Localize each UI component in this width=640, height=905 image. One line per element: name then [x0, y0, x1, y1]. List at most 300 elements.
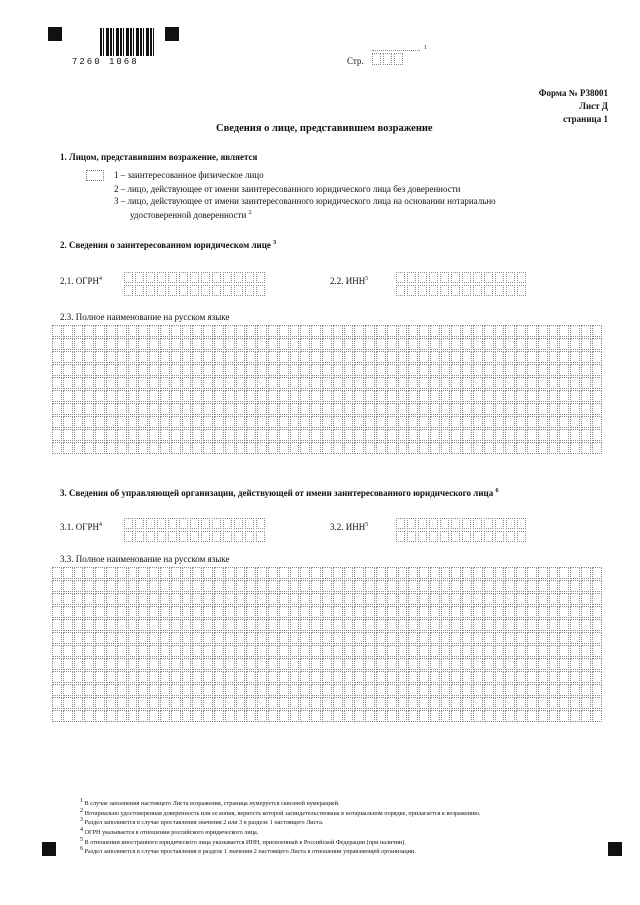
input-cell[interactable] [268, 632, 278, 644]
input-cell[interactable] [63, 710, 73, 722]
input-cell[interactable] [441, 593, 451, 605]
input-cell[interactable] [451, 684, 461, 696]
input-cell[interactable] [549, 710, 559, 722]
input-cell[interactable] [214, 325, 224, 337]
input-cell[interactable] [517, 518, 526, 529]
input-cell[interactable] [106, 580, 116, 592]
input-cell[interactable] [592, 606, 602, 618]
input-cell[interactable] [246, 338, 256, 350]
input-cell[interactable] [527, 442, 537, 454]
input-cell[interactable] [462, 272, 471, 283]
input-cell[interactable] [441, 442, 451, 454]
input-cell[interactable] [473, 697, 483, 709]
input-cell[interactable] [527, 619, 537, 631]
input-cell[interactable] [84, 580, 94, 592]
input-cell[interactable] [192, 429, 202, 441]
input-cell[interactable] [95, 658, 105, 670]
input-cell[interactable] [451, 403, 461, 415]
input-cell[interactable] [192, 593, 202, 605]
input-cell[interactable] [592, 403, 602, 415]
input-cell[interactable] [527, 364, 537, 376]
input-cell[interactable] [376, 671, 386, 683]
input-cell[interactable] [192, 403, 202, 415]
input-cell[interactable] [344, 567, 354, 579]
input-cell[interactable] [592, 351, 602, 363]
input-cell[interactable] [149, 325, 159, 337]
input-cell[interactable] [74, 606, 84, 618]
input-cell[interactable] [203, 710, 213, 722]
input-cell[interactable] [225, 338, 235, 350]
input-cell[interactable] [149, 684, 159, 696]
inn-input-2[interactable] [396, 272, 526, 296]
input-cell[interactable] [74, 697, 84, 709]
input-cell[interactable] [311, 684, 321, 696]
input-cell[interactable] [171, 632, 181, 644]
input-cell[interactable] [441, 351, 451, 363]
input-cell[interactable] [214, 390, 224, 402]
input-cell[interactable] [407, 531, 416, 542]
input-cell[interactable] [527, 351, 537, 363]
input-cell[interactable] [462, 518, 471, 529]
input-cell[interactable] [473, 518, 482, 529]
input-cell[interactable] [192, 606, 202, 618]
input-cell[interactable] [192, 442, 202, 454]
input-cell[interactable] [538, 697, 548, 709]
input-cell[interactable] [182, 390, 192, 402]
input-cell[interactable] [203, 416, 213, 428]
input-cell[interactable] [495, 684, 505, 696]
input-cell[interactable] [592, 416, 602, 428]
input-cell[interactable] [354, 325, 364, 337]
input-cell[interactable] [322, 593, 332, 605]
input-cell[interactable] [527, 338, 537, 350]
input-cell[interactable] [559, 684, 569, 696]
input-cell[interactable] [63, 606, 73, 618]
input-cell[interactable] [52, 325, 62, 337]
input-cell[interactable] [484, 285, 493, 296]
input-cell[interactable] [74, 429, 84, 441]
input-cell[interactable] [473, 377, 483, 389]
input-cell[interactable] [516, 416, 526, 428]
input-cell[interactable] [84, 338, 94, 350]
input-cell[interactable] [430, 403, 440, 415]
input-cell[interactable] [106, 377, 116, 389]
input-cell[interactable] [74, 580, 84, 592]
input-cell[interactable] [527, 325, 537, 337]
input-cell[interactable] [214, 377, 224, 389]
input-cell[interactable] [581, 697, 591, 709]
input-cell[interactable] [63, 390, 73, 402]
input-cell[interactable] [376, 390, 386, 402]
input-cell[interactable] [106, 671, 116, 683]
input-cell[interactable] [407, 518, 416, 529]
input-cell[interactable] [117, 390, 127, 402]
input-cell[interactable] [171, 671, 181, 683]
input-cell[interactable] [95, 671, 105, 683]
input-cell[interactable] [124, 531, 133, 542]
input-cell[interactable] [225, 364, 235, 376]
input-cell[interactable] [538, 567, 548, 579]
input-cell[interactable] [311, 658, 321, 670]
input-cell[interactable] [245, 285, 254, 296]
input-cell[interactable] [387, 390, 397, 402]
input-cell[interactable] [160, 684, 170, 696]
input-cell[interactable] [495, 619, 505, 631]
input-cell[interactable] [246, 580, 256, 592]
input-cell[interactable] [128, 403, 138, 415]
input-cell[interactable] [160, 416, 170, 428]
input-cell[interactable] [592, 325, 602, 337]
input-cell[interactable] [236, 338, 246, 350]
input-cell[interactable] [236, 351, 246, 363]
input-cell[interactable] [484, 531, 493, 542]
input-cell[interactable] [95, 619, 105, 631]
input-cell[interactable] [451, 325, 461, 337]
input-cell[interactable] [300, 671, 310, 683]
input-cell[interactable] [279, 606, 289, 618]
input-cell[interactable] [117, 697, 127, 709]
input-cell[interactable] [407, 272, 416, 283]
input-cell[interactable] [171, 697, 181, 709]
input-cell[interactable] [505, 619, 515, 631]
input-cell[interactable] [440, 518, 449, 529]
input-cell[interactable] [592, 338, 602, 350]
input-cell[interactable] [506, 272, 515, 283]
input-cell[interactable] [462, 429, 472, 441]
input-cell[interactable] [538, 580, 548, 592]
input-cell[interactable] [495, 338, 505, 350]
input-cell[interactable] [225, 325, 235, 337]
input-cell[interactable] [214, 338, 224, 350]
input-cell[interactable] [354, 593, 364, 605]
input-cell[interactable] [430, 351, 440, 363]
input-cell[interactable] [549, 567, 559, 579]
input-cell[interactable] [214, 606, 224, 618]
input-cell[interactable] [290, 619, 300, 631]
input-cell[interactable] [451, 416, 461, 428]
input-cell[interactable] [214, 697, 224, 709]
input-cell[interactable] [128, 632, 138, 644]
input-cell[interactable] [484, 671, 494, 683]
input-cell[interactable] [517, 285, 526, 296]
input-cell[interactable] [63, 403, 73, 415]
input-cell[interactable] [279, 377, 289, 389]
input-cell[interactable] [505, 325, 515, 337]
input-cell[interactable] [451, 710, 461, 722]
input-cell[interactable] [516, 632, 526, 644]
input-cell[interactable] [52, 658, 62, 670]
input-cell[interactable] [63, 684, 73, 696]
input-cell[interactable] [257, 390, 267, 402]
input-cell[interactable] [419, 632, 429, 644]
input-cell[interactable] [279, 390, 289, 402]
input-cell[interactable] [592, 377, 602, 389]
input-cell[interactable] [419, 580, 429, 592]
input-cell[interactable] [344, 632, 354, 644]
input-cell[interactable] [505, 697, 515, 709]
input-cell[interactable] [63, 619, 73, 631]
input-cell[interactable] [354, 338, 364, 350]
input-cell[interactable] [549, 325, 559, 337]
input-cell[interactable] [538, 593, 548, 605]
input-cell[interactable] [192, 645, 202, 657]
input-cell[interactable] [516, 697, 526, 709]
input-cell[interactable] [179, 518, 188, 529]
input-cell[interactable] [505, 442, 515, 454]
input-cell[interactable] [441, 403, 451, 415]
input-cell[interactable] [182, 416, 192, 428]
input-cell[interactable] [117, 429, 127, 441]
input-cell[interactable] [592, 671, 602, 683]
input-cell[interactable] [290, 429, 300, 441]
input-cell[interactable] [505, 429, 515, 441]
input-cell[interactable] [581, 351, 591, 363]
input-cell[interactable] [592, 390, 602, 402]
input-cell[interactable] [256, 285, 265, 296]
input-cell[interactable] [592, 658, 602, 670]
input-cell[interactable] [128, 671, 138, 683]
input-cell[interactable] [516, 658, 526, 670]
input-cell[interactable] [322, 684, 332, 696]
input-cell[interactable] [203, 619, 213, 631]
input-cell[interactable] [517, 272, 526, 283]
input-cell[interactable] [52, 351, 62, 363]
input-cell[interactable] [160, 429, 170, 441]
input-cell[interactable] [168, 518, 177, 529]
input-cell[interactable] [106, 403, 116, 415]
input-cell[interactable] [570, 645, 580, 657]
input-cell[interactable] [157, 531, 166, 542]
input-cell[interactable] [223, 285, 232, 296]
input-cell[interactable] [52, 710, 62, 722]
input-cell[interactable] [149, 364, 159, 376]
input-cell[interactable] [63, 351, 73, 363]
input-cell[interactable] [333, 364, 343, 376]
input-cell[interactable] [354, 390, 364, 402]
input-cell[interactable] [52, 390, 62, 402]
input-cell[interactable] [149, 377, 159, 389]
input-cell[interactable] [311, 416, 321, 428]
input-cell[interactable] [257, 364, 267, 376]
input-cell[interactable] [214, 351, 224, 363]
input-cell[interactable] [74, 684, 84, 696]
input-cell[interactable] [322, 429, 332, 441]
input-cell[interactable] [138, 593, 148, 605]
input-cell[interactable] [236, 580, 246, 592]
input-cell[interactable] [246, 632, 256, 644]
input-cell[interactable] [157, 272, 166, 283]
input-cell[interactable] [322, 351, 332, 363]
input-cell[interactable] [138, 390, 148, 402]
input-cell[interactable] [344, 325, 354, 337]
input-cell[interactable] [430, 429, 440, 441]
input-cell[interactable] [171, 658, 181, 670]
input-cell[interactable] [398, 658, 408, 670]
input-cell[interactable] [246, 606, 256, 618]
input-cell[interactable] [84, 442, 94, 454]
input-cell[interactable] [203, 593, 213, 605]
input-cell[interactable] [451, 518, 460, 529]
input-cell[interactable] [311, 697, 321, 709]
input-cell[interactable] [365, 658, 375, 670]
input-cell[interactable] [549, 658, 559, 670]
input-cell[interactable] [246, 684, 256, 696]
input-cell[interactable] [376, 658, 386, 670]
input-cell[interactable] [462, 710, 472, 722]
input-cell[interactable] [570, 338, 580, 350]
input-cell[interactable] [484, 606, 494, 618]
input-cell[interactable] [473, 580, 483, 592]
input-cell[interactable] [538, 710, 548, 722]
input-cell[interactable] [570, 390, 580, 402]
input-cell[interactable] [354, 658, 364, 670]
input-cell[interactable] [451, 580, 461, 592]
input-cell[interactable] [462, 442, 472, 454]
input-cell[interactable] [106, 658, 116, 670]
input-cell[interactable] [74, 710, 84, 722]
input-cell[interactable] [333, 429, 343, 441]
input-cell[interactable] [322, 325, 332, 337]
input-cell[interactable] [203, 351, 213, 363]
input-cell[interactable] [290, 442, 300, 454]
input-cell[interactable] [376, 684, 386, 696]
input-cell[interactable] [149, 351, 159, 363]
input-cell[interactable] [581, 671, 591, 683]
input-cell[interactable] [376, 593, 386, 605]
input-cell[interactable] [246, 567, 256, 579]
input-cell[interactable] [549, 364, 559, 376]
input-cell[interactable] [538, 403, 548, 415]
input-cell[interactable] [214, 580, 224, 592]
input-cell[interactable] [430, 390, 440, 402]
input-cell[interactable] [376, 697, 386, 709]
input-cell[interactable] [549, 697, 559, 709]
input-cell[interactable] [225, 658, 235, 670]
input-cell[interactable] [182, 580, 192, 592]
input-cell[interactable] [387, 684, 397, 696]
input-cell[interactable] [135, 531, 144, 542]
input-cell[interactable] [84, 593, 94, 605]
input-cell[interactable] [387, 697, 397, 709]
input-cell[interactable] [484, 416, 494, 428]
input-cell[interactable] [268, 697, 278, 709]
input-cell[interactable] [157, 518, 166, 529]
input-cell[interactable] [135, 518, 144, 529]
input-cell[interactable] [192, 684, 202, 696]
input-cell[interactable] [138, 619, 148, 631]
input-cell[interactable] [74, 671, 84, 683]
input-cell[interactable] [408, 710, 418, 722]
input-cell[interactable] [192, 671, 202, 683]
input-cell[interactable] [451, 567, 461, 579]
input-cell[interactable] [52, 567, 62, 579]
input-cell[interactable] [290, 351, 300, 363]
input-cell[interactable] [396, 531, 405, 542]
input-cell[interactable] [344, 429, 354, 441]
input-cell[interactable] [135, 272, 144, 283]
input-cell[interactable] [74, 619, 84, 631]
input-cell[interactable] [300, 429, 310, 441]
input-cell[interactable] [387, 619, 397, 631]
input-cell[interactable] [246, 619, 256, 631]
input-cell[interactable] [451, 593, 461, 605]
input-cell[interactable] [365, 632, 375, 644]
input-cell[interactable] [407, 285, 416, 296]
input-cell[interactable] [473, 429, 483, 441]
input-cell[interactable] [192, 364, 202, 376]
input-cell[interactable] [234, 272, 243, 283]
input-cell[interactable] [149, 671, 159, 683]
input-cell[interactable] [495, 645, 505, 657]
input-cell[interactable] [451, 658, 461, 670]
input-cell[interactable] [430, 593, 440, 605]
input-cell[interactable] [138, 403, 148, 415]
input-cell[interactable] [300, 580, 310, 592]
input-cell[interactable] [408, 697, 418, 709]
input-cell[interactable] [408, 619, 418, 631]
input-cell[interactable] [203, 338, 213, 350]
input-cell[interactable] [549, 671, 559, 683]
input-cell[interactable] [419, 697, 429, 709]
input-cell[interactable] [182, 351, 192, 363]
input-cell[interactable] [138, 351, 148, 363]
input-cell[interactable] [549, 338, 559, 350]
input-cell[interactable] [376, 580, 386, 592]
input-cell[interactable] [592, 593, 602, 605]
input-cell[interactable] [279, 364, 289, 376]
input-cell[interactable] [495, 606, 505, 618]
input-cell[interactable] [257, 697, 267, 709]
input-cell[interactable] [408, 390, 418, 402]
input-cell[interactable] [256, 272, 265, 283]
input-cell[interactable] [203, 671, 213, 683]
input-cell[interactable] [462, 567, 472, 579]
input-cell[interactable] [268, 390, 278, 402]
input-cell[interactable] [311, 632, 321, 644]
input-cell[interactable] [279, 338, 289, 350]
input-cell[interactable] [52, 338, 62, 350]
input-cell[interactable] [203, 390, 213, 402]
input-cell[interactable] [505, 403, 515, 415]
input-cell[interactable] [74, 403, 84, 415]
input-cell[interactable] [396, 518, 405, 529]
input-cell[interactable] [84, 658, 94, 670]
input-cell[interactable] [63, 325, 73, 337]
input-cell[interactable] [581, 429, 591, 441]
input-cell[interactable] [419, 377, 429, 389]
input-cell[interactable] [290, 645, 300, 657]
input-cell[interactable] [581, 416, 591, 428]
input-cell[interactable] [214, 442, 224, 454]
input-cell[interactable] [203, 606, 213, 618]
input-cell[interactable] [225, 429, 235, 441]
input-cell[interactable] [138, 377, 148, 389]
input-cell[interactable] [179, 272, 188, 283]
input-cell[interactable] [441, 658, 451, 670]
input-cell[interactable] [419, 338, 429, 350]
input-cell[interactable] [365, 338, 375, 350]
input-cell[interactable] [160, 710, 170, 722]
input-cell[interactable] [290, 671, 300, 683]
input-cell[interactable] [128, 416, 138, 428]
input-cell[interactable] [203, 364, 213, 376]
input-cell[interactable] [408, 567, 418, 579]
input-cell[interactable] [354, 671, 364, 683]
input-cell[interactable] [505, 377, 515, 389]
input-cell[interactable] [559, 416, 569, 428]
input-cell[interactable] [495, 285, 504, 296]
input-cell[interactable] [84, 606, 94, 618]
